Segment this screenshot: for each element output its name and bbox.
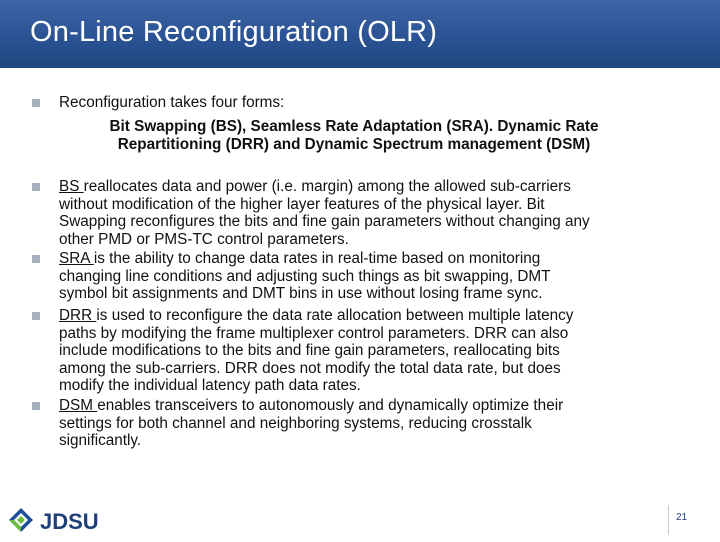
intro-text: Reconfiguration takes four forms:	[59, 94, 285, 111]
dsm-line-1: enables transceivers to autonomously and dynamically optimize their	[97, 397, 564, 414]
bullet-marker	[32, 99, 40, 107]
term-sra: SRA	[59, 250, 94, 267]
bs-line-3: Swapping reconfigures the bits and fine gain parameters without changing any	[59, 213, 590, 231]
bullet-dsm	[59, 397, 699, 450]
drr-line-2: paths by modifying the frame multiplexer control parameters. DRR can also	[59, 324, 569, 342]
term-bs: BS	[59, 178, 84, 195]
slide-title: On-Line Reconfiguration (OLR)	[30, 16, 438, 48]
sra-line-3: symbol bit assignments and DMT bins in use without losing frame sync.	[59, 285, 543, 303]
dsm-line-3: significantly.	[59, 432, 142, 450]
term-dsm: DSM	[59, 397, 98, 414]
drr-line-4: among the sub-carriers. DRR does not modify the total data rate, but does	[59, 359, 561, 377]
bs-line-4: other PMD or PMS‑TC control parameters.	[59, 230, 349, 248]
jdsu-logo	[6, 503, 106, 537]
drr-line-5: modify the individual latency path data rates.	[59, 377, 361, 395]
bullet-drr	[59, 307, 699, 395]
bs-line-1: reallocates data and power (i.e. margin) among the allowed sub‑carriers	[83, 178, 571, 195]
drr-line-3: include modifications to the bits and fine gain parameters, reallocating bits	[59, 342, 560, 360]
bullet-bs	[59, 178, 699, 248]
bullet-marker	[32, 402, 40, 410]
logo-text: JDSU	[40, 509, 99, 534]
bullet-marker	[32, 255, 40, 263]
sra-line-1: is the ability to change data rates in real-time based on monitoring	[93, 250, 541, 267]
term-drr: DRR	[59, 307, 97, 324]
intro-subline-2: Repartitioning (DRR) and Dynamic Spectrum management (DSM)	[117, 136, 591, 153]
intro-subline-1: Bit Swapping (BS), Seamless Rate Adaptation (SRA). Dynamic Rate	[109, 118, 599, 135]
jdsu-logo-mark-icon	[6, 503, 106, 537]
bullet-sra	[59, 250, 699, 303]
bs-line-2: without modification of the higher layer features of the physical layer. Bit	[59, 195, 545, 213]
dsm-line-2: settings for both channel and neighboring systems, reducing crosstalk	[59, 414, 532, 432]
footer-divider	[668, 505, 669, 535]
sra-line-2: changing line conditions and adjusting such things as bit swapping, DMT	[59, 267, 551, 285]
drr-line-1: is used to reconfigure the data rate allocation between multiple latency	[96, 307, 574, 324]
page-number: 21	[676, 512, 688, 523]
bullet-marker	[32, 312, 40, 320]
bullet-marker	[32, 183, 40, 191]
